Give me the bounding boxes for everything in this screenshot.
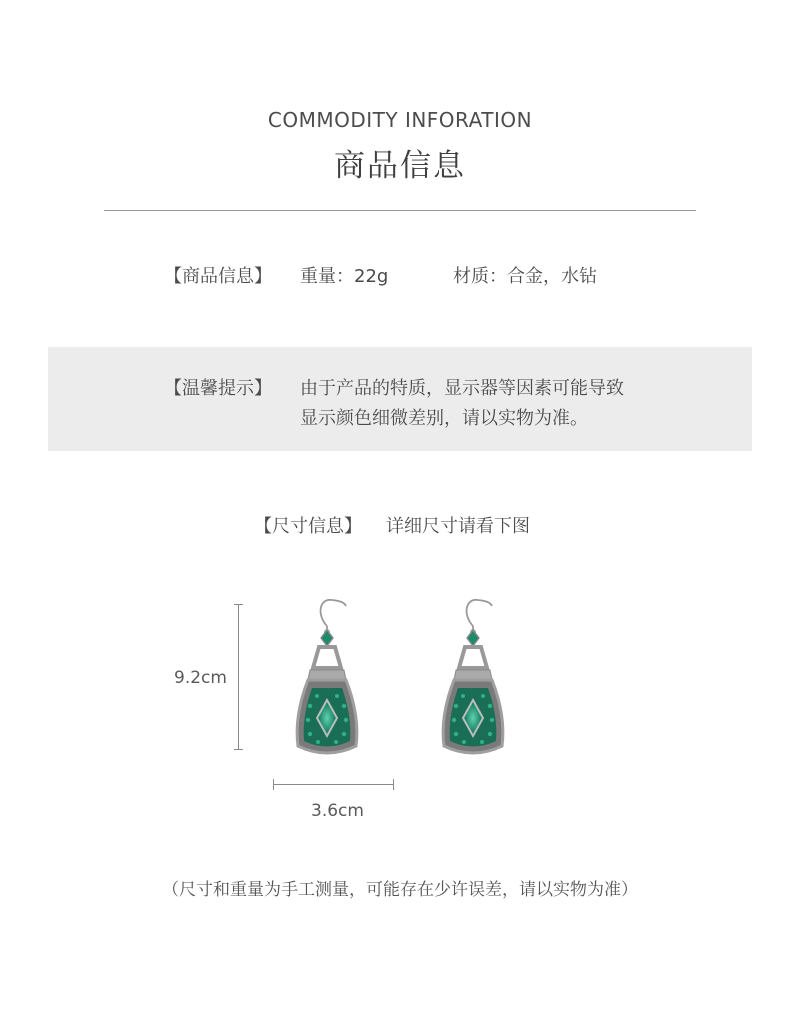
size-label: 【尺寸信息】 xyxy=(254,516,362,537)
info-label: 【商品信息】 xyxy=(164,266,272,287)
height-dimension-cap-top xyxy=(234,604,243,605)
footer-note: （尺寸和重量为手工测量，可能存在少许误差，请以实物为准） xyxy=(162,880,638,900)
height-dimension-line xyxy=(238,604,239,750)
info-weight: 重量：22g xyxy=(300,266,389,287)
earring-left-image xyxy=(290,596,370,766)
notice-line-1: 由于产品的特质，显示器等因素可能导致 xyxy=(300,378,624,399)
title-chinese: 商品信息 xyxy=(334,148,466,184)
earring-right-image xyxy=(436,596,516,766)
width-dimension-line xyxy=(273,784,394,785)
height-label: 9.2cm xyxy=(174,668,227,688)
header-divider xyxy=(104,210,696,211)
width-dimension-cap-left xyxy=(273,779,274,790)
size-description: 详细尺寸请看下图 xyxy=(386,516,530,537)
notice-line-2: 显示颜色细微差别，请以实物为准。 xyxy=(300,408,588,429)
title-english: COMMODITY INFORATION xyxy=(267,108,533,132)
width-label: 3.6cm xyxy=(311,801,364,821)
width-dimension-cap-right xyxy=(393,779,394,790)
height-dimension-cap-bottom xyxy=(234,749,243,750)
notice-label: 【温馨提示】 xyxy=(164,378,272,399)
info-material: 材质：合金，水钻 xyxy=(453,266,597,287)
